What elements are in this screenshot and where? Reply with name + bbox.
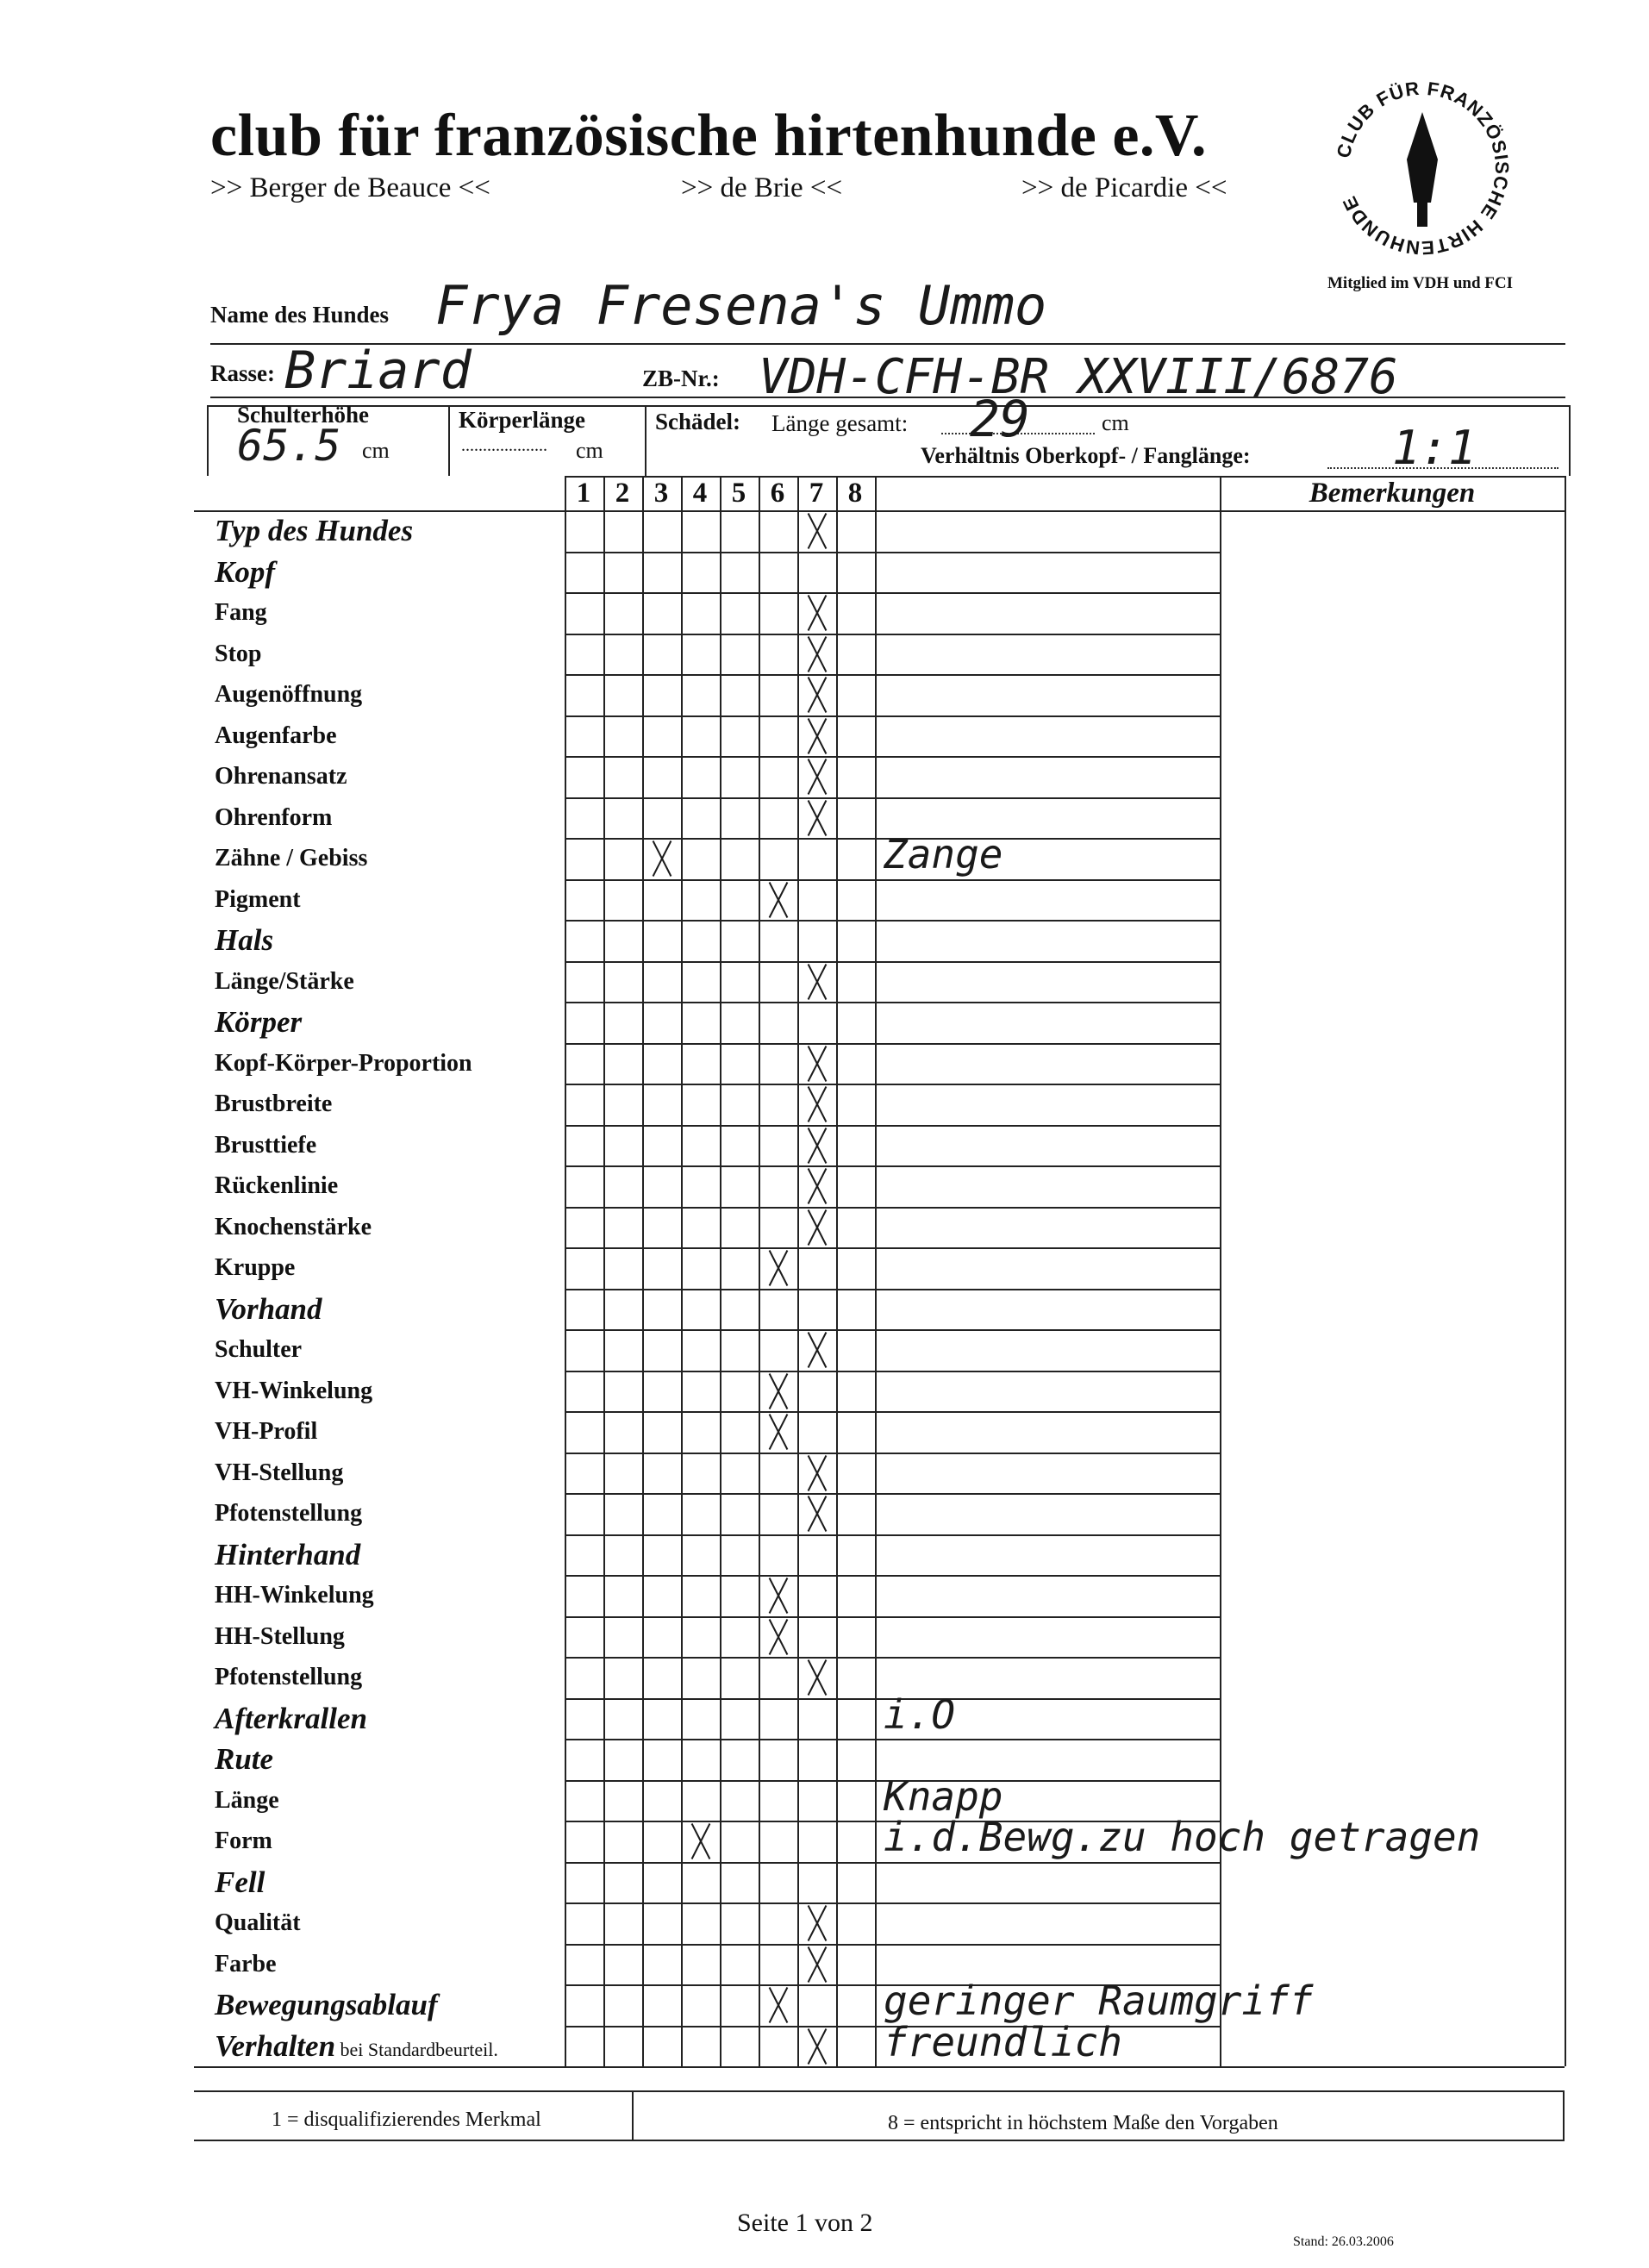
remark-text: geringer Raumgriff: [884, 1977, 1314, 2024]
remark-text: Zange: [884, 831, 1003, 878]
row-rule: [565, 1207, 1220, 1209]
check-mark: [804, 1086, 830, 1122]
remark-text: freundlich: [884, 2018, 1122, 2065]
evaluation-table: [194, 476, 1565, 2092]
check-mark: [804, 964, 830, 1000]
check-mark: [765, 882, 791, 918]
row-rule: [565, 1165, 1220, 1167]
row-rule: [565, 1862, 1220, 1864]
row-label-text: Kopf: [215, 554, 275, 589]
row-label-text: Knochenstärke: [215, 1213, 372, 1240]
row-rule: [565, 1371, 1220, 1372]
header-bottom-rule: [194, 510, 1565, 512]
column-header-6: 6: [770, 478, 785, 509]
check-mark: [804, 595, 830, 631]
page-number: Seite 1 von 2: [737, 2209, 873, 2237]
row-rule: [565, 1002, 1220, 1003]
stand-date: Stand: 26.03.2006: [1293, 2234, 1394, 2249]
row-rule: [565, 1453, 1220, 1454]
row-label: [215, 886, 301, 914]
row-label-text: Fang: [215, 599, 267, 626]
row-label-text: Typ des Hundes: [215, 514, 414, 547]
row-label-text: Rückenlinie: [215, 1172, 339, 1199]
row-rule: [565, 634, 1220, 635]
club-title: club für französische hirtenhunde e.V.: [210, 103, 1207, 169]
check-mark: [804, 718, 830, 754]
row-rule: [565, 1616, 1220, 1618]
row-label: [215, 1623, 345, 1651]
row-label: [215, 1742, 273, 1777]
row-label-text: Kopf-Körper-Proportion: [215, 1049, 472, 1077]
row-label: [215, 1664, 362, 1691]
rasse-value: Briard: [284, 341, 472, 401]
row-label-text: Afterkrallen: [215, 1701, 367, 1735]
row-rule: [565, 715, 1220, 717]
koerperlaenge-unit: cm: [576, 438, 603, 463]
row-label: [215, 1050, 472, 1078]
row-label-text: Augenöffnung: [215, 681, 363, 708]
row-rule: [565, 1534, 1220, 1536]
dog-name-value: Frya Fresena's Ummo: [435, 274, 1047, 337]
row-label: [215, 1090, 332, 1118]
row-rule: [565, 1902, 1220, 1904]
check-mark: [804, 677, 830, 713]
table-bottom-rule: [194, 2066, 1565, 2068]
row-label: [215, 2029, 498, 2064]
check-mark: [804, 1209, 830, 1246]
row-label: [215, 1005, 302, 1040]
row-rule: [565, 1125, 1220, 1127]
row-rule: [565, 961, 1220, 963]
row-label: [215, 1254, 295, 1282]
row-label-text: Fell: [215, 1865, 265, 1899]
row-label-text: Verhalten: [215, 2028, 336, 2063]
check-mark: [804, 513, 830, 549]
row-label: [215, 1951, 277, 1978]
row-label-text: Länge/Stärke: [215, 967, 354, 995]
row-rule: [565, 797, 1220, 799]
row-label-text: Schulter: [215, 1336, 303, 1363]
club-logo: [1327, 73, 1517, 259]
row-label-text: Form: [215, 1828, 272, 1854]
row-label-text: Pigment: [215, 885, 301, 913]
row-label: [215, 681, 362, 709]
koerperlaenge-dots: ....................: [461, 436, 547, 455]
koerperlaenge-label: Körperlänge: [459, 407, 585, 433]
row-label-text: Stop: [215, 640, 262, 667]
row-label: [215, 763, 347, 790]
column-header-3: 3: [653, 478, 669, 509]
row-label: [215, 1582, 374, 1609]
check-mark: [804, 1905, 830, 1941]
table-right-rule: [1565, 476, 1566, 2066]
row-label: [215, 1132, 316, 1159]
check-mark: [804, 1168, 830, 1204]
check-mark: [804, 1332, 830, 1368]
row-label: [215, 1292, 322, 1327]
row-label-text: Ohrenform: [215, 803, 333, 831]
row-rule: [565, 674, 1220, 676]
row-rule: [565, 1247, 1220, 1249]
row-label-text: Augenfarbe: [215, 722, 337, 749]
row-label: [215, 1988, 438, 2022]
row-rule: [565, 592, 1220, 594]
legend-eight: 8 = entspricht in höchstem Maße den Vorgaben: [888, 2112, 1278, 2134]
check-mark: [765, 1987, 791, 2023]
row-label-text: Bewegungsablauf: [215, 1988, 438, 2021]
check-mark: [765, 1414, 791, 1450]
check-mark: [765, 1250, 791, 1286]
row-label: [215, 804, 332, 832]
row-label-text: Pfotenstellung: [215, 1664, 363, 1690]
row-rule: [565, 1411, 1220, 1413]
row-rule: [565, 1944, 1220, 1946]
row-label: [215, 1418, 317, 1446]
row-label: [215, 1459, 343, 1487]
member-note: Mitglied im VDH und FCI: [1327, 274, 1514, 292]
check-mark: [804, 1046, 830, 1082]
row-label-text: Kruppe: [215, 1254, 296, 1281]
check-mark: [804, 800, 830, 836]
remarks-header: Bemerkungen: [1309, 478, 1476, 509]
row-label-text: Länge: [215, 1786, 279, 1814]
row-label: [215, 1828, 272, 1855]
row-label-text: Zähne / Gebiss: [215, 845, 368, 872]
check-mark: [765, 1578, 791, 1614]
row-label: [215, 1378, 372, 1405]
check-mark: [804, 1659, 830, 1696]
row-rule: [565, 1657, 1220, 1659]
row-label-text: Körper: [215, 1005, 303, 1039]
column-header-7: 7: [809, 478, 824, 509]
breed-brie: >> de Brie <<: [681, 172, 843, 203]
row-rule: [565, 1043, 1220, 1045]
row-label: [215, 845, 367, 872]
schulterhoehe-label: Schulterhöhe: [237, 402, 370, 428]
column-header-2: 2: [615, 478, 630, 509]
row-rule: [565, 552, 1220, 553]
row-label: [215, 722, 337, 750]
breed-picardie: >> de Picardie <<: [1021, 172, 1227, 203]
spearhead-icon: [1407, 112, 1438, 203]
row-label: [215, 555, 275, 590]
row-rule: [565, 1329, 1220, 1331]
row-label: [215, 923, 273, 958]
row-rule: [565, 756, 1220, 758]
row-rule: [565, 879, 1220, 881]
breed-beauce: >> Berger de Beauce <<: [210, 172, 490, 203]
zbnr-value: VDH-CFH-BR XXVIII/6876: [759, 349, 1398, 405]
row-label: [215, 968, 354, 996]
zbnr-label: ZB-Nr.:: [642, 366, 720, 391]
check-mark: [765, 1373, 791, 1409]
row-rule: [565, 920, 1220, 922]
row-label-text: Pfotenstellung: [215, 1500, 363, 1527]
row-label: [215, 1172, 338, 1200]
column-header-4: 4: [692, 478, 708, 509]
row-label: [215, 1787, 279, 1815]
schulterhoehe-value: 65.5: [237, 421, 341, 471]
row-rule: [565, 1289, 1220, 1290]
check-mark: [649, 840, 675, 877]
row-label: [215, 514, 413, 548]
check-mark: [804, 636, 830, 672]
row-label-text: VH-Stellung: [215, 1459, 344, 1486]
row-label: [215, 1336, 302, 1364]
rasse-underline: [210, 397, 1565, 398]
logo-text: CLUB FÜR FRANZÖSISCHE HIRTENHUNDE: [1332, 77, 1514, 259]
schaedel-laenge-label: Länge gesamt:: [771, 410, 909, 436]
row-label: [215, 599, 267, 627]
row-label: [215, 1500, 362, 1528]
row-label-text: Hals: [215, 923, 274, 957]
row-label: [215, 1702, 367, 1736]
row-label-text: Qualität: [215, 1909, 301, 1936]
row-label: [215, 1909, 301, 1937]
check-mark: [804, 1128, 830, 1164]
rasse-label: Rasse:: [210, 360, 275, 386]
measure-box-top: [207, 405, 1571, 407]
row-label-text: Vorhand: [215, 1291, 322, 1326]
verhaeltnis-label: Verhältnis Oberkopf- / Fanglänge:: [921, 443, 1251, 468]
column-header-5: 5: [731, 478, 746, 509]
schaedel-label: Schädel:: [655, 409, 741, 434]
remark-text: i.d.Bewg.zu hoch getragen: [884, 1814, 1481, 1860]
row-label-text: VH-Winkelung: [215, 1377, 373, 1404]
row-label-text: HH-Winkelung: [215, 1582, 374, 1609]
row-label: [215, 1538, 360, 1572]
row-label-text: Ohrenansatz: [215, 763, 347, 790]
row-label-text: Hinterhand: [215, 1537, 361, 1571]
check-mark: [804, 759, 830, 795]
check-mark: [804, 1455, 830, 1491]
row-label-text: HH-Stellung: [215, 1622, 345, 1650]
remark-text: Knapp: [884, 1772, 1003, 1820]
schaedel-value: 29: [970, 390, 1030, 448]
legend-one: 1 = disqualifizierendes Merkmal: [272, 2109, 541, 2131]
check-mark: [688, 1823, 714, 1859]
column-header-1: 1: [576, 478, 591, 509]
remark-text: i.O: [884, 1690, 956, 1738]
verhaeltnis-value: 1:1: [1392, 421, 1477, 475]
check-mark: [804, 1946, 830, 1983]
check-mark: [765, 1619, 791, 1655]
row-rule: [565, 1084, 1220, 1085]
column-header-8: 8: [847, 478, 863, 509]
row-label: [215, 1865, 265, 1900]
row-rule: [565, 1493, 1220, 1495]
check-mark: [804, 2028, 830, 2065]
row-label-text: Brustbreite: [215, 1090, 333, 1117]
row-label-suffix: bei Standardbeurteil.: [335, 2038, 498, 2060]
row-label-text: VH-Profil: [215, 1418, 318, 1445]
schulterhoehe-unit: cm: [362, 438, 390, 463]
row-rule: [565, 1575, 1220, 1577]
row-label-text: Farbe: [215, 1950, 277, 1977]
check-mark: [804, 1496, 830, 1532]
row-label: [215, 1214, 372, 1241]
row-label: [215, 640, 261, 668]
row-label-text: Rute: [215, 1742, 274, 1776]
schaedel-unit: cm: [1102, 410, 1129, 435]
name-label: Name des Hundes: [210, 302, 390, 328]
row-rule: [565, 1739, 1220, 1740]
row-label-text: Brusttiefe: [215, 1131, 317, 1159]
